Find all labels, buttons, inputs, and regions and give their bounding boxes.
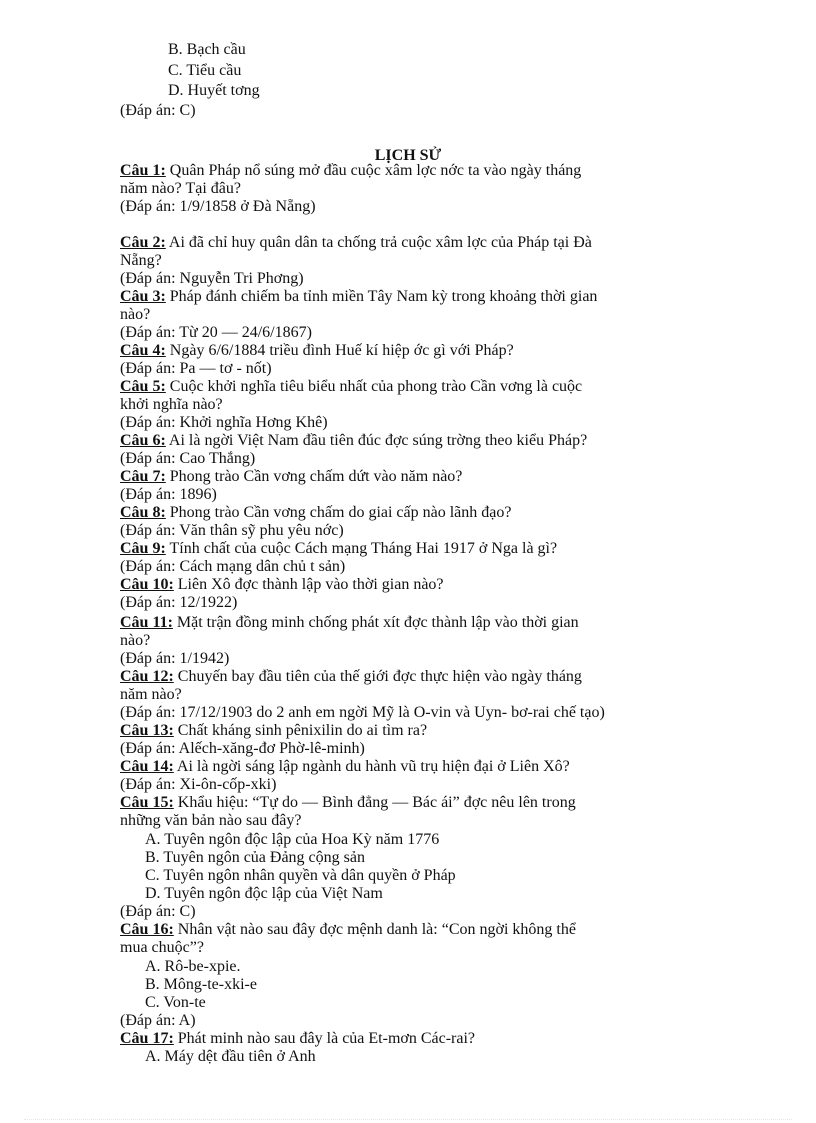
question-label: Câu 16:: [120, 921, 174, 938]
answer-line: (Đáp án: A): [120, 1012, 196, 1029]
question-label: Câu 3:: [120, 288, 166, 305]
answer-line: (Đáp án: Từ 20 — 24/6/1867): [120, 324, 312, 341]
question-line: [120, 162, 581, 180]
answer-line: (Đáp án: Nguyễn Tri Phơng): [120, 270, 304, 287]
question-text: Ai đã chỉ huy quân dân ta chống trả cuộc xâm lợc của Pháp tại Đà: [165, 234, 592, 251]
option-line: B. Tuyên ngôn của Đảng cộng sản: [145, 849, 365, 866]
question-label: Câu 8:: [120, 504, 166, 521]
option-line: A. Tuyên ngôn độc lập của Hoa Kỳ năm 1776: [145, 831, 440, 848]
question-line: [120, 758, 570, 776]
question-text: Khẩu hiệu: “Tự do — Bình đẳng — Bác ái” đợc nêu lên trong: [173, 794, 576, 811]
question-label: Câu 5:: [120, 378, 166, 395]
question-line: [120, 288, 597, 306]
question-line: [120, 921, 576, 939]
question-line: [120, 668, 582, 686]
question-label: Câu 11:: [120, 614, 173, 631]
answer-line: (Đáp án: C): [120, 102, 196, 119]
question-label: Câu 10:: [120, 576, 174, 593]
question-label: Câu 2:: [120, 234, 166, 251]
option-line: B. Bạch cầu: [168, 41, 246, 58]
question-continuation: năm nào?: [120, 686, 182, 703]
question-label: Câu 12:: [120, 668, 174, 685]
question-continuation: năm nào? Tại đâu?: [120, 180, 241, 197]
answer-line: (Đáp án: Xi-ôn-cốp-xki): [120, 776, 277, 793]
answer-line: (Đáp án: Cao Thắng): [120, 450, 256, 467]
question-text: Liên Xô đợc thành lập vào thời gian nào?: [173, 576, 444, 593]
question-text: Pháp đánh chiếm ba tỉnh miền Tây Nam kỳ trong khoảng thời gian: [165, 288, 598, 305]
question-line: [120, 614, 579, 632]
question-line: [120, 794, 576, 812]
question-text: Ai là ngời Việt Nam đầu tiên đúc đợc súng trờng theo kiểu Pháp?: [165, 432, 588, 449]
question-text: Nhân vật nào sau đây đợc mệnh danh là: “Con ngời không thể: [173, 921, 576, 938]
question-line: [120, 504, 511, 522]
question-label: Câu 15:: [120, 794, 174, 811]
question-continuation: khởi nghĩa nào?: [120, 396, 223, 413]
question-continuation: những văn bản nào sau đây?: [120, 812, 302, 829]
question-text: Quân Pháp nổ súng mở đầu cuộc xâm lợc nớc ta vào ngày tháng: [165, 162, 582, 179]
question-text: Ai là ngời sáng lập ngành du hành vũ trụ hiện đại ở Liên Xô?: [173, 758, 570, 775]
question-line: [120, 1030, 475, 1048]
answer-line: (Đáp án: Pa — tơ - nốt): [120, 360, 272, 377]
option-line: C. Von-te: [145, 994, 206, 1011]
question-line: [120, 234, 592, 252]
answer-line: (Đáp án: 12/1922): [120, 594, 238, 611]
question-continuation: Nẵng?: [120, 252, 162, 269]
option-line: A. Rô-be-xpie.: [145, 958, 241, 975]
question-text: Phong trào Cần vơng chấm do giai cấp nào lãnh đạo?: [165, 504, 512, 521]
answer-line: (Đáp án: 1/9/1858 ở Đà Nẵng): [120, 198, 316, 215]
answer-line: (Đáp án: Văn thân sỹ phu yêu nớc): [120, 522, 344, 539]
option-line: A. Máy dệt đầu tiên ở Anh: [145, 1048, 316, 1065]
answer-line: (Đáp án: 1/1942): [120, 650, 230, 667]
question-text: Cuộc khởi nghĩa tiêu biểu nhất của phong trào Cần vơng là cuộc: [165, 378, 583, 395]
option-line: C. Tiểu cầu: [168, 62, 242, 79]
question-text: Chất kháng sinh pênixilin do ai tìm ra?: [173, 722, 428, 739]
answer-line: (Đáp án: Cách mạng dân chủ t sản): [120, 558, 346, 575]
answer-line: (Đáp án: 1896): [120, 486, 217, 503]
question-label: Câu 6:: [120, 432, 166, 449]
question-label: Câu 14:: [120, 758, 174, 775]
question-label: Câu 7:: [120, 468, 166, 485]
question-text: Chuyến bay đầu tiên của thế giới đợc thực hiện vào ngày tháng: [173, 668, 582, 685]
answer-line: (Đáp án: 17/12/1903 do 2 anh em ngời Mỹ là O-vin và Uyn- bơ-rai chế tạo): [120, 704, 605, 721]
question-continuation: nào?: [120, 632, 151, 649]
page-bottom-border: [24, 1119, 792, 1120]
question-line: [120, 468, 462, 486]
option-line: B. Mông-te-xki-e: [145, 976, 257, 993]
answer-line: (Đáp án: Alếch-xăng-đơ Phờ-lê-minh): [120, 740, 365, 757]
answer-line: (Đáp án: C): [120, 903, 196, 920]
question-line: [120, 342, 514, 360]
question-line: [120, 576, 444, 594]
answer-line: (Đáp án: Khởi nghĩa Hơng Khê): [120, 414, 328, 431]
option-line: D. Tuyên ngôn độc lập của Việt Nam: [145, 885, 383, 902]
question-label: Câu 1:: [120, 162, 166, 179]
question-text: Mặt trận đồng minh chống phát xít đợc thành lập vào thời gian: [172, 614, 579, 631]
question-text: Phong trào Cần vơng chấm dứt vào năm nào?: [165, 468, 463, 485]
question-label: Câu 4:: [120, 342, 166, 359]
question-label: Câu 9:: [120, 540, 166, 557]
option-line: D. Huyết tơng: [168, 82, 260, 99]
option-line: C. Tuyên ngôn nhân quyền và dân quyền ở Pháp: [145, 867, 456, 884]
question-continuation: mua chuộc”?: [120, 939, 204, 956]
question-continuation: nào?: [120, 306, 151, 323]
question-label: Câu 17:: [120, 1030, 174, 1047]
question-label: Câu 13:: [120, 722, 174, 739]
question-line: [120, 722, 427, 740]
question-text: Tính chất của cuộc Cách mạng Tháng Hai 1917 ở Nga là gì?: [165, 540, 558, 557]
section-title: LỊCH SỬ: [374, 147, 442, 164]
question-text: Phát minh nào sau đây là của Et-mơn Các-rai?: [173, 1030, 476, 1047]
question-text: Ngày 6/6/1884 triều đình Huế kí hiệp ớc gì với Pháp?: [165, 342, 514, 359]
question-line: [120, 378, 582, 396]
question-line: [120, 540, 557, 558]
question-line: [120, 432, 587, 450]
